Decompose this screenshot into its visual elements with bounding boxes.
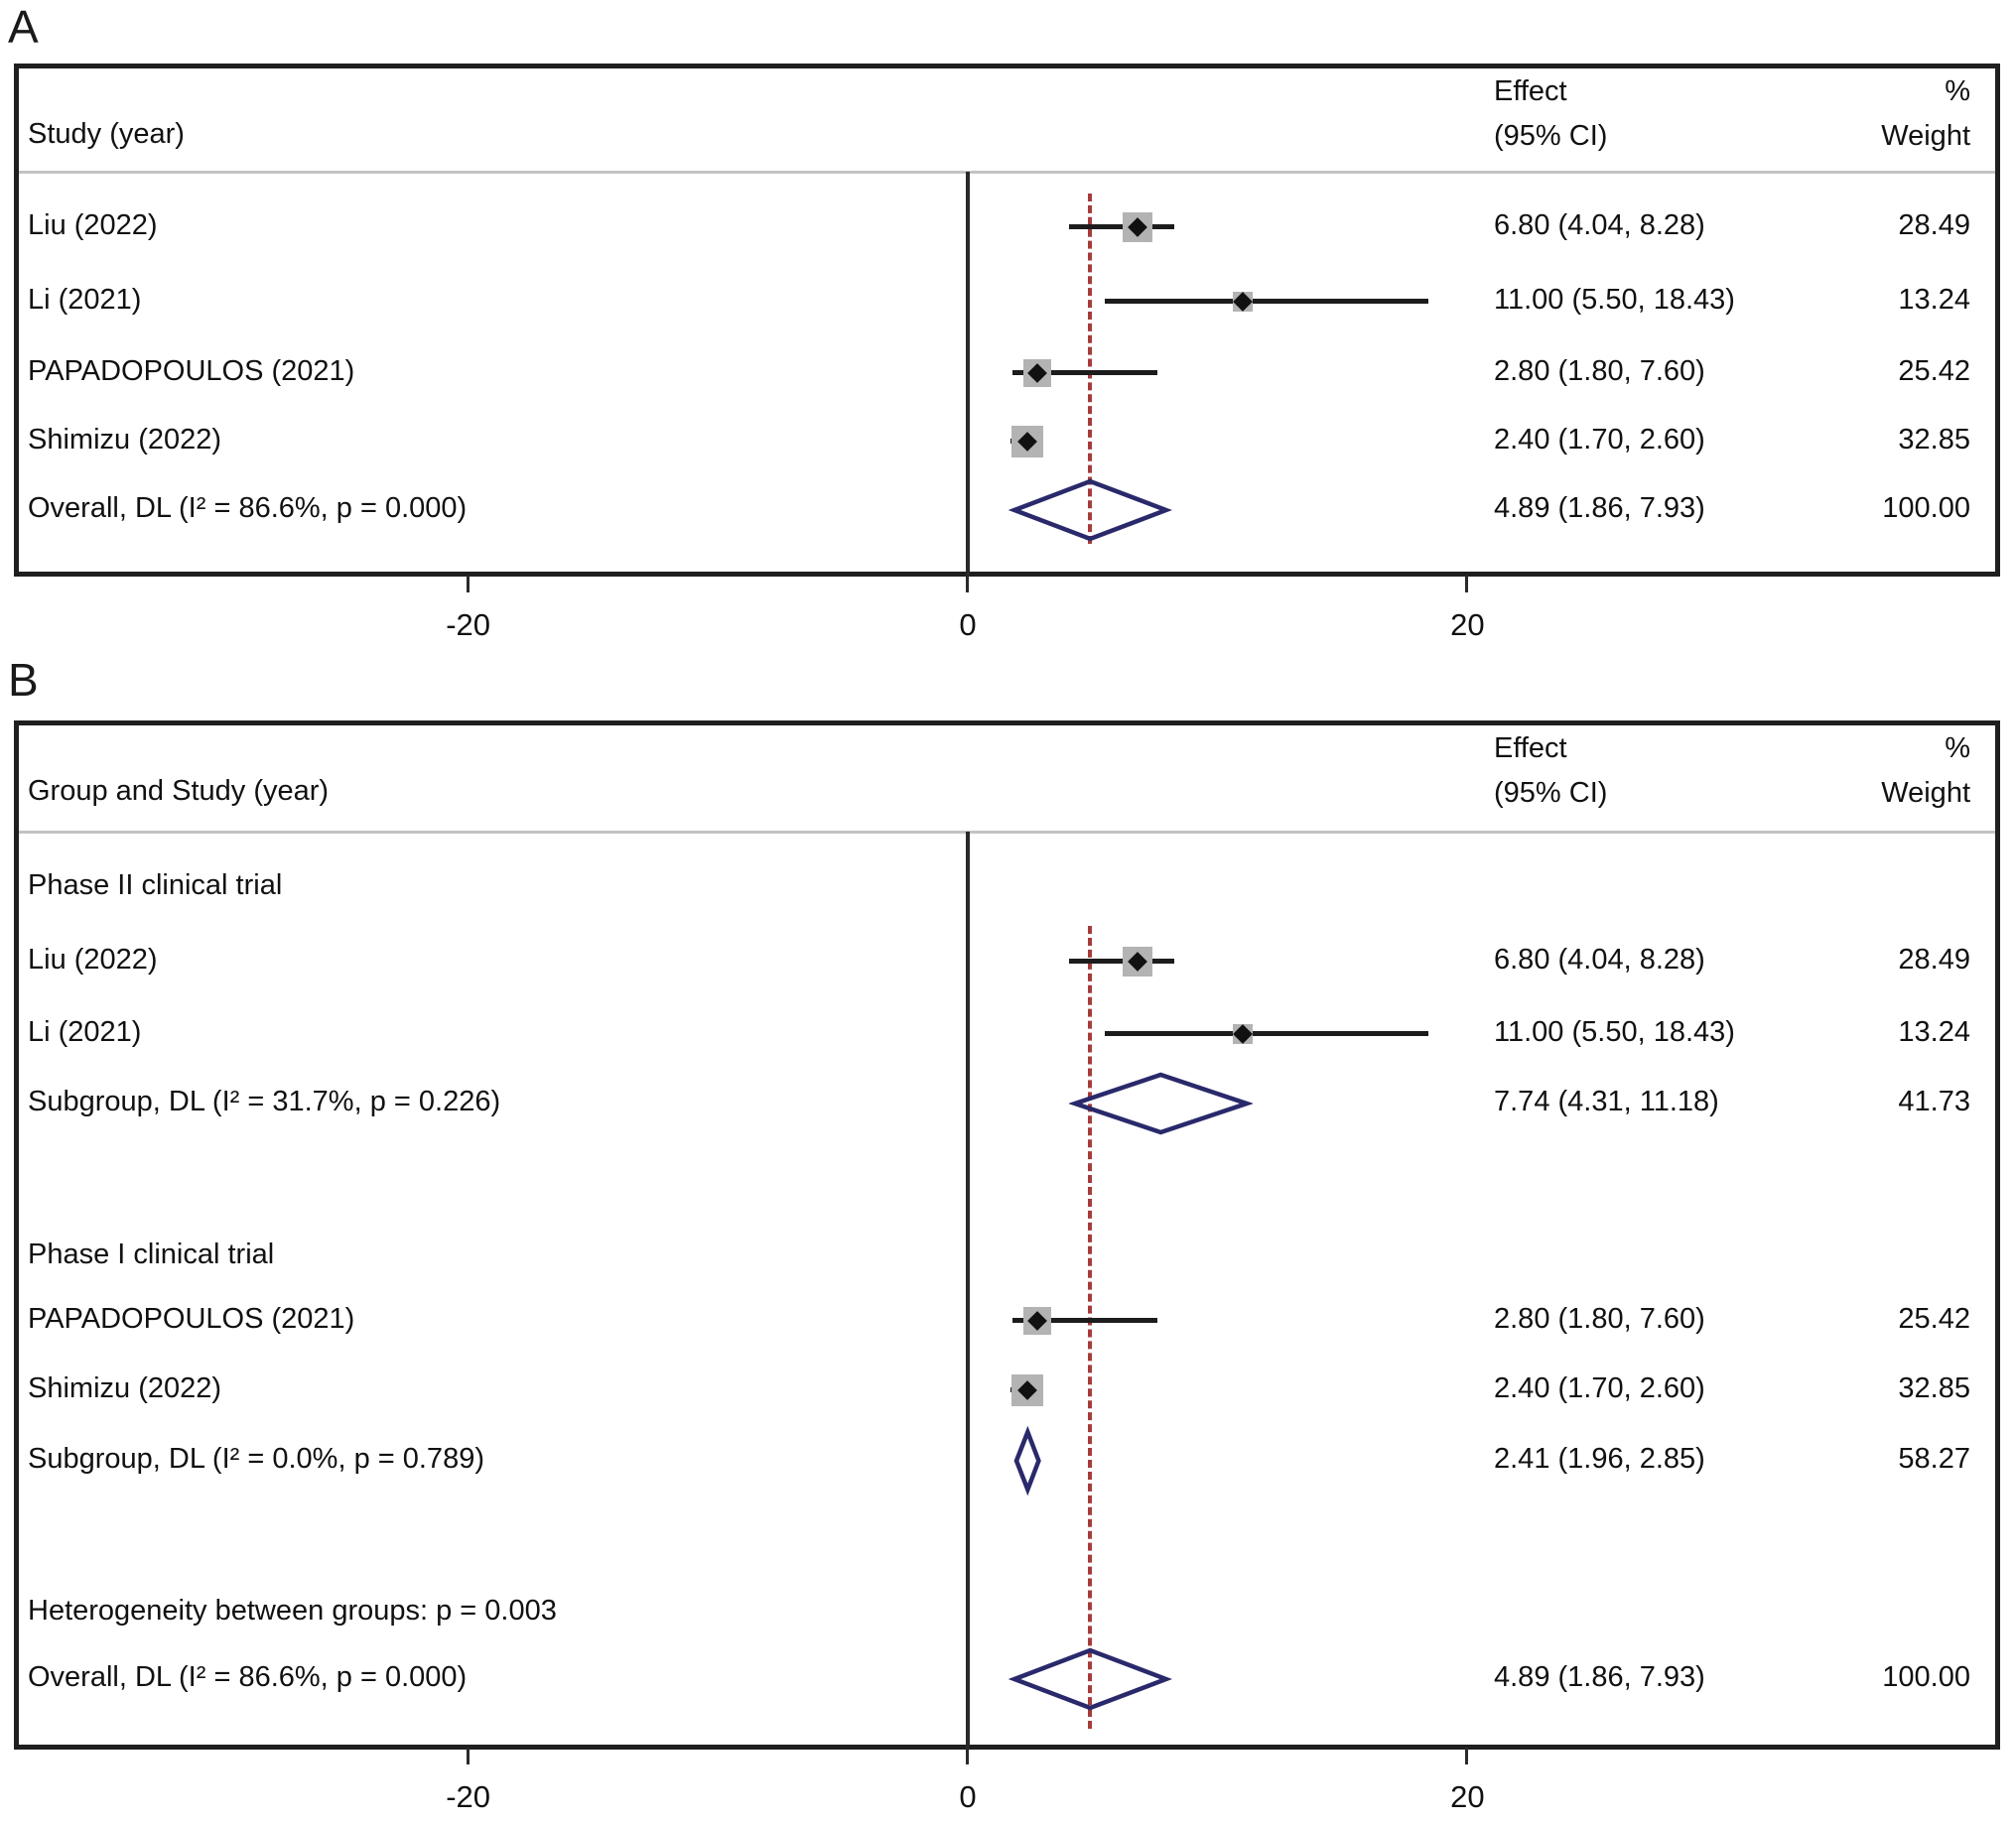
panel-a-column-header-effect: Effect	[1494, 75, 1567, 107]
effect-ci-value: 6.80 (4.04, 8.28)	[1494, 944, 1705, 976]
panel-b-column-header-ci: (95% CI)	[1494, 777, 1608, 809]
pooled-diamond-shape	[1075, 1075, 1247, 1132]
effect-ci-value: 6.80 (4.04, 8.28)	[1494, 209, 1705, 241]
panel-a-column-header-ci: (95% CI)	[1494, 120, 1608, 152]
axis-tick-label: 20	[1450, 1779, 1485, 1814]
effect-ci-value: 2.80 (1.80, 7.60)	[1494, 1303, 1705, 1335]
panel-b-label: B	[8, 654, 39, 706]
axis-tick	[467, 576, 470, 592]
group-row-label: Phase II clinical trial	[28, 869, 283, 901]
pooled-diamond-shape	[1014, 1650, 1166, 1708]
ci-line	[1105, 1031, 1427, 1036]
note-row-label: Heterogeneity between groups: p = 0.003	[28, 1595, 557, 1627]
study-row-label: Shimizu (2022)	[28, 1372, 222, 1404]
subgroup-pooled-diamond	[1069, 1069, 1253, 1138]
weight-value: 28.49	[1898, 209, 1970, 241]
effect-ci-value: 7.74 (4.31, 11.18)	[1494, 1086, 1719, 1117]
weight-value: 58.27	[1898, 1443, 1970, 1475]
overall-row-label: Overall, DL (I² = 86.6%, p = 0.000)	[28, 1661, 468, 1693]
study-row-label: Liu (2022)	[28, 209, 158, 241]
axis-tick	[966, 1748, 969, 1764]
overall-effect-dashed-line	[1088, 926, 1092, 1729]
axis-tick-label: 20	[1450, 607, 1485, 642]
effect-ci-value: 2.40 (1.70, 2.60)	[1494, 1372, 1705, 1404]
null-effect-line	[966, 172, 970, 576]
study-row-label: PAPADOPOULOS (2021)	[28, 1303, 355, 1335]
axis-tick	[966, 576, 969, 592]
effect-ci-value: 4.89 (1.86, 7.93)	[1494, 492, 1705, 524]
weight-value: 41.73	[1898, 1086, 1970, 1117]
overall-row-label: Overall, DL (I² = 86.6%, p = 0.000)	[28, 492, 468, 524]
panel-a-column-header-weight: Weight	[1881, 120, 1970, 152]
subgroup-row-label: Subgroup, DL (I² = 31.7%, p = 0.226)	[28, 1086, 501, 1117]
weight-value: 13.24	[1898, 284, 1970, 316]
axis-tick-label: -20	[446, 1779, 490, 1814]
study-row-label: PAPADOPOULOS (2021)	[28, 355, 355, 387]
weight-value: 28.49	[1898, 944, 1970, 976]
weight-value: 25.42	[1898, 355, 1970, 387]
study-row-label: Li (2021)	[28, 1016, 142, 1048]
subgroup-row-label: Subgroup, DL (I² = 0.0%, p = 0.789)	[28, 1443, 484, 1475]
axis-tick	[1465, 1748, 1468, 1764]
axis-tick	[467, 1748, 470, 1764]
effect-ci-value: 11.00 (5.50, 18.43)	[1494, 284, 1735, 316]
null-effect-line	[966, 832, 970, 1748]
effect-ci-value: 2.41 (1.96, 2.85)	[1494, 1443, 1705, 1475]
study-row-label: Li (2021)	[28, 284, 142, 316]
panel-b-header-separator	[19, 831, 1995, 834]
panel-a-column-header-percent: %	[1945, 75, 1970, 107]
weight-value: 32.85	[1898, 424, 1970, 456]
panel-b-column-header-percent: %	[1945, 732, 1970, 764]
pooled-diamond-shape	[1014, 481, 1166, 539]
overall-pooled-diamond	[1008, 475, 1172, 545]
effect-ci-value: 2.40 (1.70, 2.60)	[1494, 424, 1705, 456]
pooled-diamond-shape	[1016, 1432, 1038, 1490]
axis-tick-label: 0	[959, 607, 977, 642]
axis-tick-label: -20	[446, 607, 490, 642]
effect-ci-value: 4.89 (1.86, 7.93)	[1494, 1661, 1705, 1693]
panel-a-label: A	[8, 1, 39, 53]
weight-value: 100.00	[1882, 492, 1970, 524]
effect-ci-value: 2.80 (1.80, 7.60)	[1494, 355, 1705, 387]
ci-line	[1069, 959, 1175, 964]
study-row-label: Liu (2022)	[28, 944, 158, 976]
weight-value: 13.24	[1898, 1016, 1970, 1048]
panel-a-column-header-study: Study (year)	[28, 118, 185, 150]
weight-value: 25.42	[1898, 1303, 1970, 1335]
panel-b-column-header-study: Group and Study (year)	[28, 775, 330, 807]
ci-line	[1069, 224, 1175, 229]
panel-b-column-header-effect: Effect	[1494, 732, 1567, 764]
ci-line	[1105, 299, 1427, 304]
axis-tick	[1465, 576, 1468, 592]
weight-value: 32.85	[1898, 1372, 1970, 1404]
study-row-label: Shimizu (2022)	[28, 424, 222, 456]
overall-pooled-diamond	[1008, 1644, 1172, 1714]
weight-value: 100.00	[1882, 1661, 1970, 1693]
group-row-label: Phase I clinical trial	[28, 1238, 275, 1270]
axis-tick-label: 0	[959, 1779, 977, 1814]
effect-ci-value: 11.00 (5.50, 18.43)	[1494, 1016, 1735, 1048]
subgroup-pooled-diamond	[1010, 1426, 1045, 1496]
panel-b-column-header-weight: Weight	[1881, 777, 1970, 809]
panel-a-header-separator	[19, 171, 1995, 174]
